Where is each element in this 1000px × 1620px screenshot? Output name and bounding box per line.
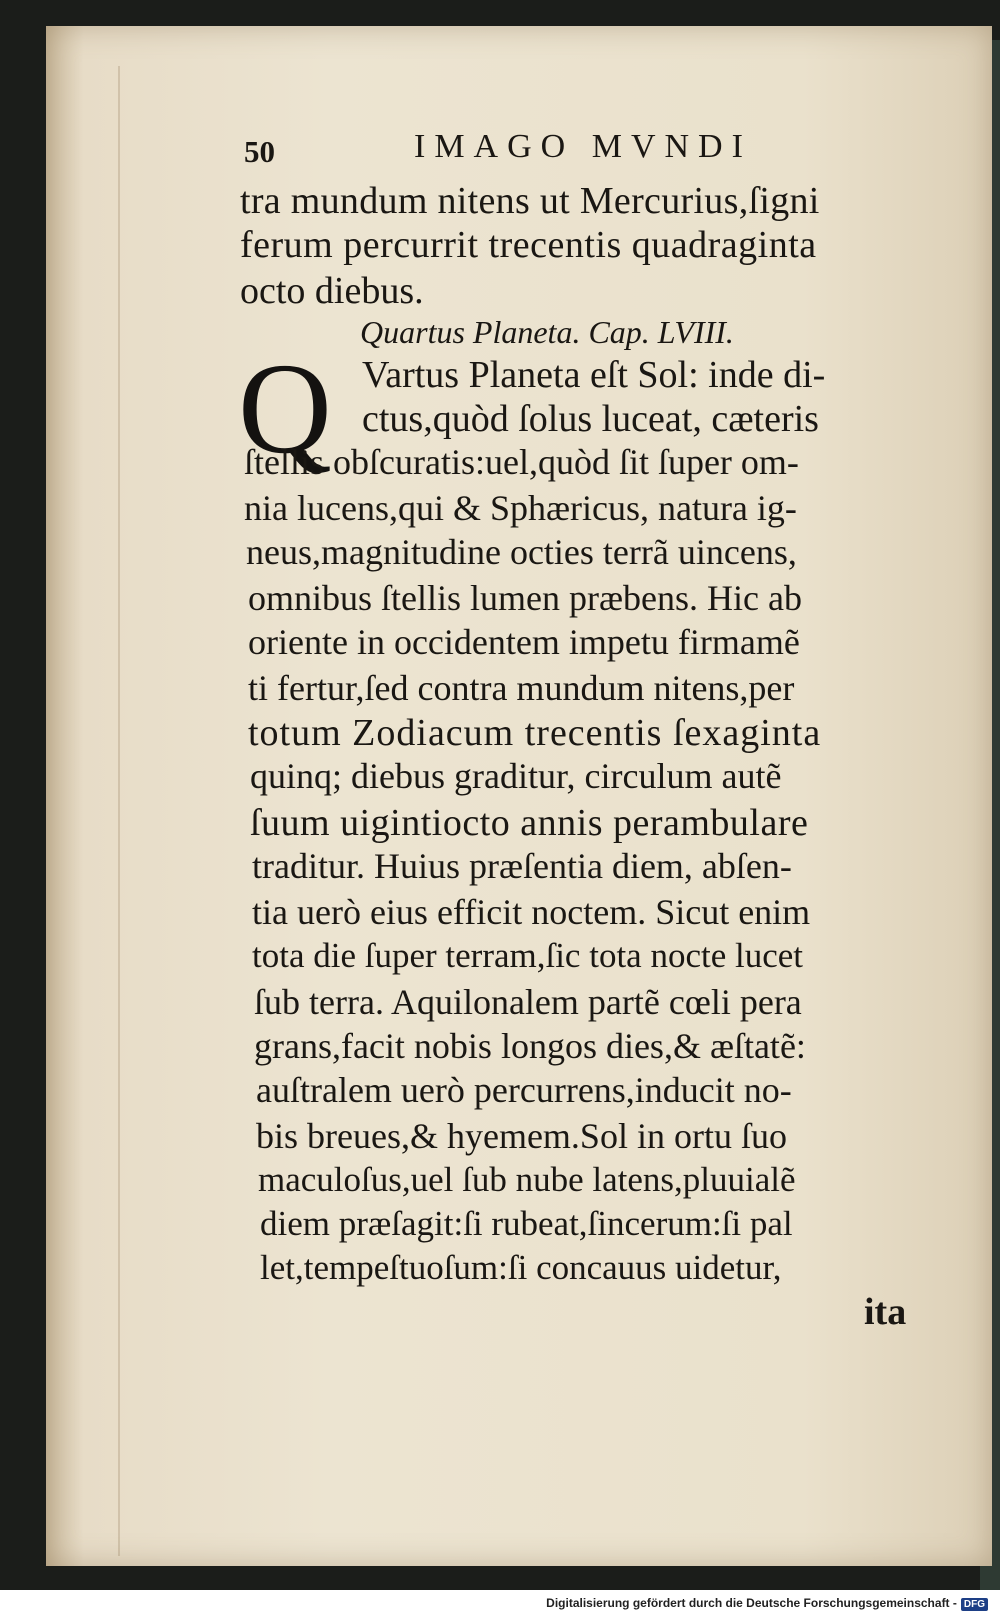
text-line: oriente in occidentem impetu firmamẽ bbox=[248, 622, 800, 662]
text-line: let,tempeſtuoſum:ſi concauus uidetur, bbox=[260, 1248, 782, 1287]
text-line: tia uerò eius efficit noctem. Sicut enim bbox=[252, 892, 811, 932]
dfg-logo-icon: DFG bbox=[961, 1598, 988, 1611]
credit-text: Digitalisierung gefördert durch die Deutsche Forschungsgemeinschaft - bbox=[546, 1596, 957, 1610]
text-line: neus,magnitudine octies terrã uincens, bbox=[246, 532, 797, 572]
drop-initial: Q bbox=[238, 337, 332, 481]
chapter-heading: Quartus Planeta. Cap. LVIII. bbox=[360, 314, 734, 350]
text-line: totum Zodiacum trecentis ſexaginta bbox=[248, 712, 822, 754]
text-line: quinq; diebus graditur, circulum autẽ bbox=[250, 756, 782, 796]
text-line: auſtralem uerò percurrens,inducit no- bbox=[256, 1070, 792, 1110]
text-line: octo diebus. bbox=[240, 270, 424, 312]
text-line: diem præſagit:ſi rubeat,ſincerum:ſi pal bbox=[260, 1204, 793, 1243]
text-line: omnibus ſtellis lumen præbens. Hic ab bbox=[248, 578, 802, 618]
text-line: tra mundum nitens ut Mercurius,ſigni bbox=[240, 180, 820, 222]
catchword: ita bbox=[864, 1291, 907, 1333]
text-line: ferum percurrit trecentis quadraginta bbox=[240, 224, 817, 266]
text-line: ctus,quòd ſolus luceat, cæteris bbox=[362, 398, 819, 440]
text-line: ſtellis obſcuratis:uel,quòd ſit ſuper om- bbox=[244, 442, 799, 482]
text-line: nia lucens,qui & Sphæricus, natura ig- bbox=[244, 488, 797, 528]
text-line: grans,facit nobis longos dies,& æſtatẽ: bbox=[254, 1026, 806, 1066]
text-line: tota die ſuper terram,ſic tota nocte lucet bbox=[252, 936, 804, 975]
text-line: traditur. Huius præſentia diem, abſen- bbox=[252, 846, 792, 886]
text-line: ſub terra. Aquilonalem partẽ cœli pera bbox=[254, 982, 802, 1022]
page-crease bbox=[118, 66, 120, 1556]
page-number: 50 bbox=[244, 134, 275, 169]
text-line: Vartus Planeta eſt Sol: inde di- bbox=[362, 354, 826, 396]
text-line: bis breues,& hyemem.Sol in ortu ſuo bbox=[256, 1116, 787, 1156]
text-line: ſuum uigintiocto annis perambulare bbox=[250, 802, 809, 844]
running-head: IMAGO MVNDI bbox=[414, 128, 752, 165]
text-line: ti fertur,ſed contra mundum nitens,per bbox=[248, 668, 795, 708]
text-line: maculoſus,uel ſub nube latens,pluuialẽ bbox=[258, 1160, 796, 1199]
digitization-credit bbox=[546, 1596, 988, 1611]
